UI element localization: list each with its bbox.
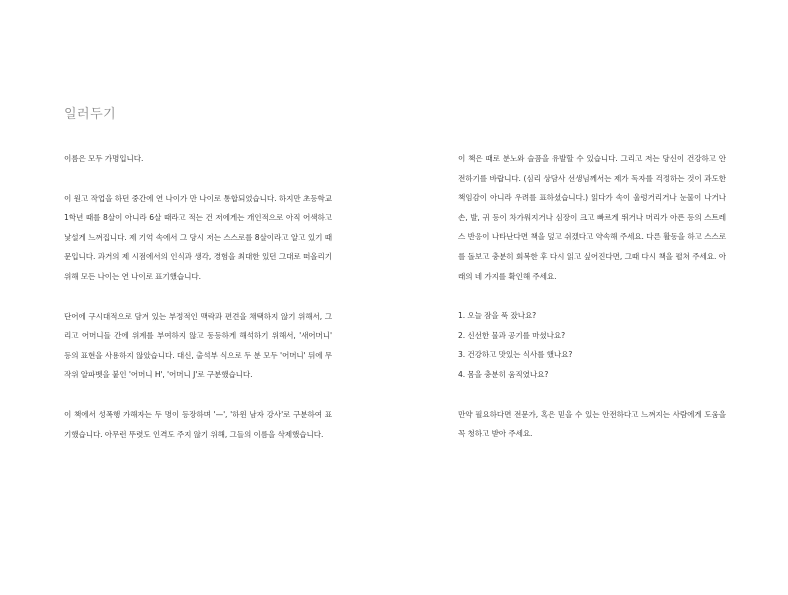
right-text-column	[458, 149, 726, 464]
note-perpetrators: 이 책에서 성폭행 가해자는 두 명이 등장하며 '—', '하윈 남자 강사'로 구분하여 표기했습니다. 아무런 뚜렷도 인격도 주지 않기 위해, 그들의 이름을 삭제했습니다.	[64, 409, 332, 439]
checklist-item: 4. 몸을 충분히 움직였나요?	[458, 369, 549, 379]
left-text-column	[64, 149, 332, 464]
content-warning: 이 책은 때로 분노와 슬픔을 유발할 수 있습니다. 그리고 저는 당신이 건강하고 안전하기를 바랍니다. (심리 상담사 선생님께서는 제가 독자를 걱정하는 것이 과도한 책임감이 아니라 우려를 표하셨습니다.) 읽다가 속이 울렁거리거나 눈물이 나거나 손, 발, 귀 등이 차가워지거나 심장이 크고 빠르게 뛰거나 머리가 아픈 등의 스트레스 반응이 나타난다면 책을 덮고 쉬겠다고 약속해 주세요. 다른 활동을 하고 스스로를 돌보고 충분히 회복한 후 다시 읽고 싶어진다면, 그때 다시 책을 펼쳐 주세요. 아래의 네 가지를 확인해 주세요.	[458, 154, 726, 281]
checklist-item: 1. 오늘 잠을 푹 잤나요?	[458, 311, 537, 321]
note-mothers: 단어에 구시대적으로 담겨 있는 부정적인 맥락과 편견을 채택하지 않기 위해서, 그리고 어머니들 간에 위계를 부여하지 않고 동등하게 해석하기 위해서, '새어머니' 등의 표현을 사용하지 않았습니다. 대신, 출석부 식으로 두 분 모두 '어머니' 뒤에 무작위 알파벳을 붙인 '어머니 H', '어머니 J'로 구분했습니다.	[64, 311, 332, 380]
note-age: 이 원고 작업을 하던 중간에 연 나이가 만 나이로 통합되었습니다. 하지만 초등학교 1학년 때를 8살이 아니라 6살 때라고 적는 건 저에게는 개인적으로 아직 어색하고 낯설게 느껴집니다. 제 기억 속에서 그 당시 저는 스스로를 8살이라고 알고 있기 때문입니다. 과거의 제 시점에서의 인식과 생각, 경험을 최대한 있던 그대로 떠올리기 위해 모든 나이는 연 나이로 표기했습니다.	[64, 193, 332, 281]
right-page	[394, 0, 788, 595]
checklist-item: 3. 건강하고 맛있는 식사를 했나요?	[458, 350, 573, 360]
help-note: 만약 필요하다면 전문가, 혹은 믿을 수 있는 안전하다고 느껴지는 사람에게 도움을 꼭 청하고 받아 주세요.	[458, 409, 726, 439]
checklist-item: 2. 신선한 물과 공기를 마셨나요?	[458, 330, 566, 340]
page-heading: 일러두기	[64, 107, 117, 122]
note-names: 이름은 모두 가명입니다.	[64, 154, 144, 163]
self-care-checklist	[458, 306, 726, 384]
